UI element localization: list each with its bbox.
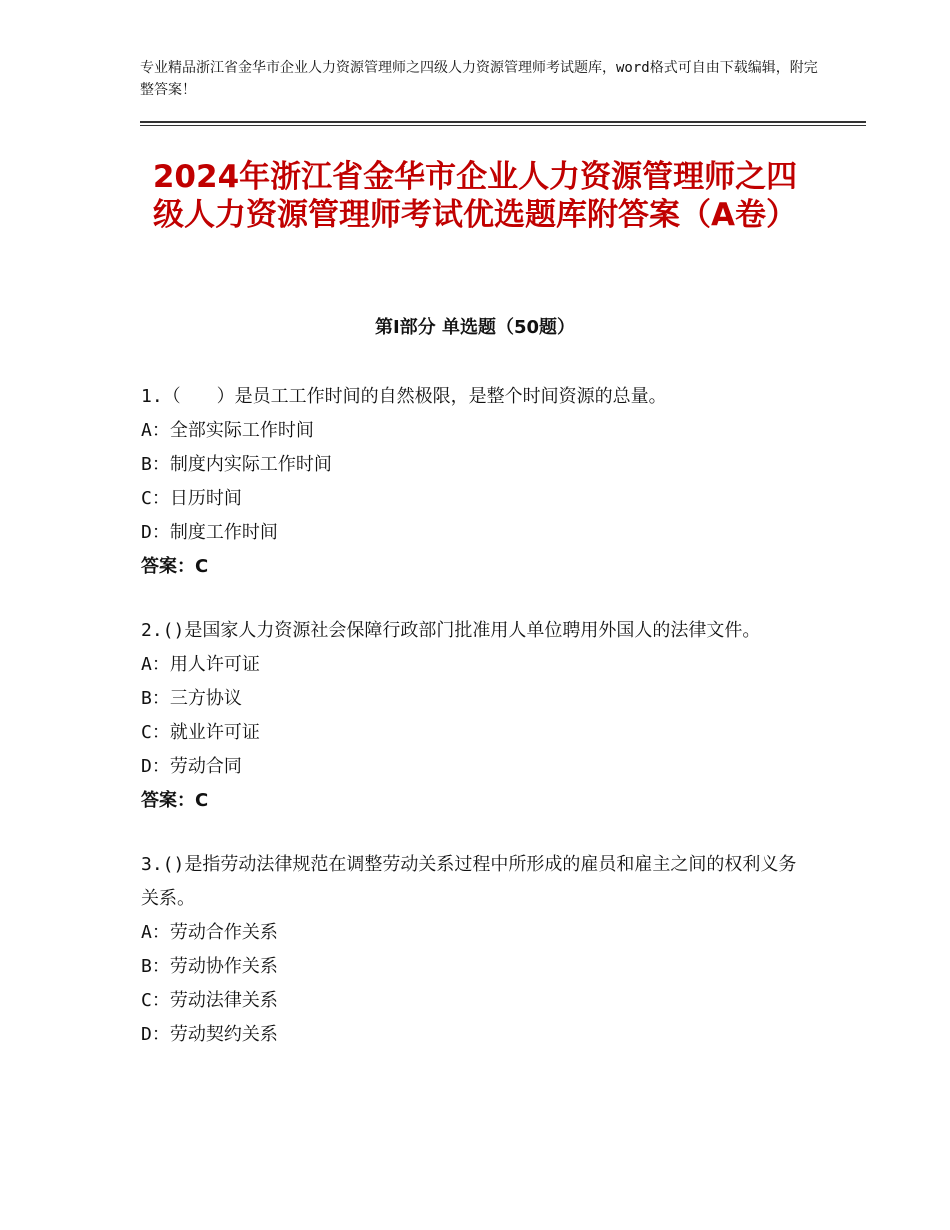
answer: 答案：C (141, 556, 209, 577)
document-title: 2024年浙江省金华市企业人力资源管理师之四级人力资源管理师考试优选题库附答案（A卷） (152, 159, 798, 233)
option-d: D：劳动契约关系 (141, 1024, 278, 1045)
option-d: D：制度工作时间 (141, 522, 278, 543)
question-list (141, 380, 811, 1082)
option-a: A：全部实际工作时间 (141, 420, 314, 441)
question-stem: 1.（ ）是员工工作时间的自然极限，是整个时间资源的总量。 (141, 386, 667, 407)
option-b: B：制度内实际工作时间 (141, 454, 332, 475)
option-c: C：日历时间 (141, 488, 242, 509)
option-c: C：就业许可证 (141, 722, 260, 743)
question-3 (141, 848, 811, 1052)
answer: 答案：C (141, 790, 209, 811)
option-b: B：劳动协作关系 (141, 956, 278, 977)
question-stem: 3.()是指劳动法律规范在调整劳动关系过程中所形成的雇员和雇主之间的权利义务关系。 (141, 854, 797, 909)
header-rule-thin (140, 125, 866, 126)
question-2 (141, 614, 811, 818)
header-rule-thick (140, 121, 866, 123)
header-note: 专业精品浙江省金华市企业人力资源管理师之四级人力资源管理师考试题库，word格式可自由下载编辑，附完整答案！ (140, 60, 818, 98)
option-a: A：劳动合作关系 (141, 922, 278, 943)
option-c: C：劳动法律关系 (141, 990, 278, 1011)
section-title: 第Ⅰ部分 单选题（50题） (374, 317, 575, 338)
option-b: B：三方协议 (141, 688, 242, 709)
option-d: D：劳动合同 (141, 756, 242, 777)
question-1 (141, 380, 811, 584)
option-a: A：用人许可证 (141, 654, 260, 675)
question-stem: 2.()是国家人力资源社会保障行政部门批准用人单位聘用外国人的法律文件。 (141, 620, 761, 641)
